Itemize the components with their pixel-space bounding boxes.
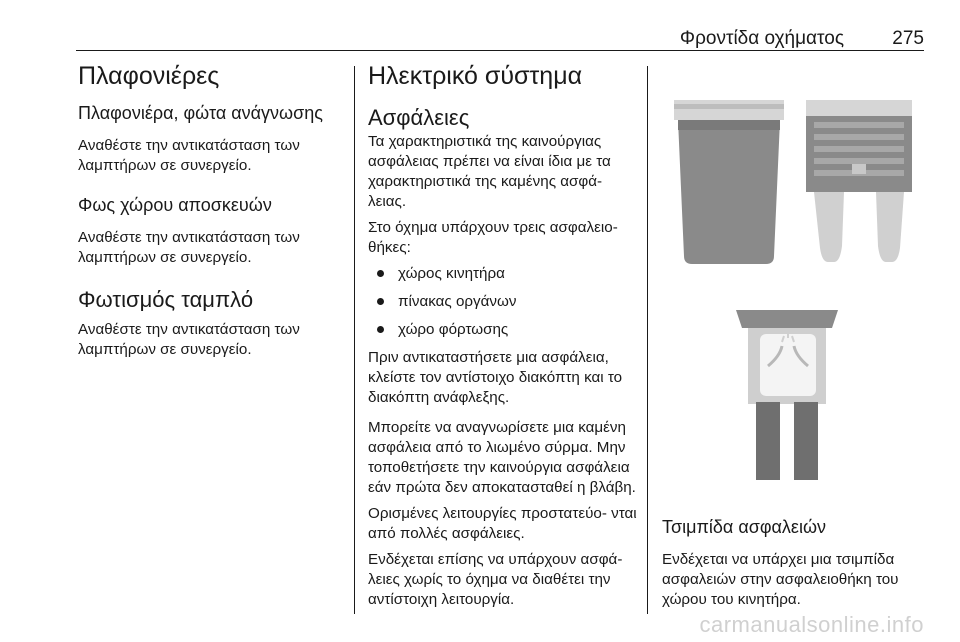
fuse-illustration [648,66,924,504]
paragraph-luggage-light: Αναθέστε την αντικατάσταση των λαμπτήρων σε συνεργείο. [78,229,300,266]
subheading-fuse-extractor: Τσιμπίδα ασφαλειών [662,517,827,537]
column-divider-1 [354,66,355,614]
fuse-front-blade-right [876,192,904,262]
fuse-front-blade-left [814,192,844,262]
bullet-icon [377,298,384,305]
paragraph-before-replacing: Πριν αντικαταστήσετε μια ασφάλεια, κλείστε τον αντίστοιχο διακόπτη και το διακόπτη ανάφλεξης. [368,349,623,406]
watermark: carmanualsonline.info [699,612,924,637]
list-item: πίνακας οργάνων [368,292,640,312]
paragraph-dashboard-lighting: Αναθέστε την αντικατάσταση των λαμπτήρων σε συνεργείο. [78,321,300,358]
fuses-drawing [648,66,924,504]
page-header [76,22,924,51]
fuse-side-body [678,120,780,264]
list-item: χώρο φόρτωσης [368,320,640,340]
column-3 [662,516,924,610]
bullet-icon [377,270,384,277]
section-title-lights: Πλαφονιέρες [78,62,220,90]
paragraph-fuse-boxes: Στο όχημα υπάρχουν τρεις ασφαλειο- θήκες: [368,219,618,256]
subheading-reading-lights: Πλαφονιέρα, φώτα ανάγνωσης [78,103,323,123]
fuse-side-top [674,100,784,120]
blown-fuse-blade-left [756,402,780,480]
blown-fuse-blade-right [794,402,818,480]
header-title: Φροντίδα οχήματος [679,28,844,49]
paragraph-blown-fuse: Μπορείτε να αναγνωρίσετε μια καμένη ασφάλεια από το λιωμένο σύρμα. Μην τοποθετήσετε την καινούργια ασφάλεια εάν πρώτα δεν αποκατασταθεί η βλάβη. [368,419,636,496]
fuse-side-view [674,100,784,264]
paragraph-fuse-specs: Τα χαρακτηριστικά της καινούργιας ασφάλειας πρέπει να είναι ίδια με τα χαρακτηριστικά της καμένης ασφά- λειας. [368,133,611,210]
section-title-electrical: Ηλεκτρικό σύστημα [368,62,583,90]
blown-fuse-detail [736,310,838,480]
column-2 [368,60,640,610]
subheading-luggage-light: Φως χώρου αποσκευών [78,195,272,215]
paragraph-multiple-fuses: Ορισμένες λειτουργίες προστατεύο- νται από πολλές ασφάλειες. [368,505,637,542]
subheading-fuses: Ασφάλειες [368,105,470,130]
paragraph-reading-lights: Αναθέστε την αντικατάσταση των λαμπτήρων σε συνεργείο. [78,137,300,174]
subheading-dashboard-lighting: Φωτισμός ταμπλό [78,287,254,312]
fuse-front-view [806,100,912,262]
fuse-box-list [368,264,640,340]
paragraph-extra-fuses: Ενδέχεται επίσης να υπάρχουν ασφά- λειες χωρίς το όχημα να διαθέτει την αντίστοιχη λειτουργία. [368,551,623,608]
paragraph-fuse-extractor: Ενδέχεται να υπάρχει μια τσιμπίδα ασφαλειών στην ασφαλειοθήκη του χώρου του κινητήρα. [662,551,899,608]
list-item: χώρος κινητήρα [368,264,640,284]
page-number: 275 [892,28,924,49]
bullet-icon [377,326,384,333]
fuse-front-top [806,100,912,116]
column-1 [78,60,346,360]
